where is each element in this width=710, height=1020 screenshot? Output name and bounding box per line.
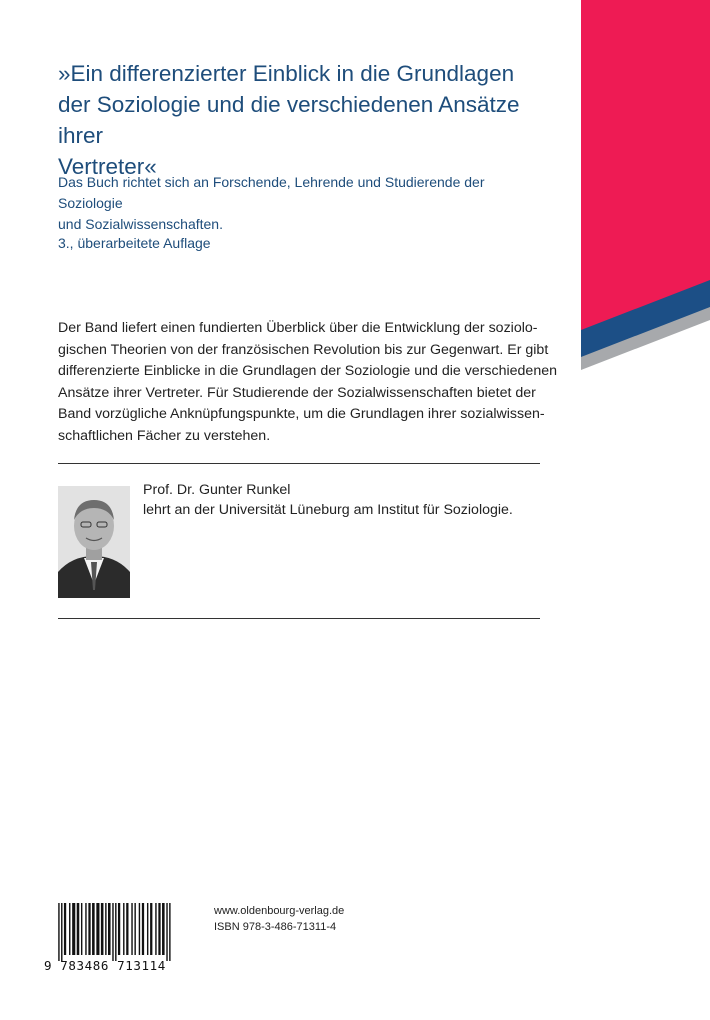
author-name: Prof. Dr. Gunter Runkel (143, 482, 291, 498)
description-line: differenzierte Einblicke in die Grundlagen der Soziologie und die verschiedenen (58, 363, 557, 379)
barcode-bar (112, 903, 113, 961)
barcode-bar (58, 903, 59, 961)
tagline-quote (58, 58, 558, 182)
barcode-bar (126, 903, 128, 955)
edition-label: 3., überarbeitete Auflage (58, 235, 211, 251)
barcode-bar (64, 903, 66, 955)
publisher-website: www.oldenbourg-verlag.de (214, 905, 345, 917)
description-line: Ansätze ihrer Vertreter. Für Studierende der Sozialwissenschaften bietet der (58, 384, 536, 401)
barcode-bar (92, 903, 95, 955)
audience-text (58, 172, 548, 235)
audience-line: und Sozialwissenschaften. (58, 216, 223, 232)
barcode-bar (105, 903, 106, 955)
barcode-bar (81, 903, 82, 955)
barcode-bar (118, 903, 120, 955)
divider-top (58, 463, 540, 464)
barcode-bar (88, 903, 90, 955)
barcode-bar (96, 903, 99, 955)
barcode-bar (166, 903, 167, 961)
barcode-bar (162, 903, 165, 955)
barcode-bar (123, 903, 124, 955)
barcode-bar (134, 903, 135, 955)
barcode-bar (69, 903, 70, 955)
description-line: schaftlichen Fächer zu verstehen. (58, 427, 271, 444)
description-line: Der Band liefert einen fundierten Überblick über die Entwicklung der soziolo- (58, 320, 538, 336)
barcode-bar (131, 903, 132, 955)
divider-bottom (58, 618, 540, 619)
red-block (581, 0, 710, 330)
barcode-bar (139, 903, 140, 955)
tagline-line: Vertreter« (58, 154, 157, 179)
isbn-barcode (44, 903, 184, 966)
book-description (58, 318, 558, 447)
author-affiliation: lehrt an der Universität Lüneburg am Institut für Soziologie. (143, 502, 513, 518)
audience-line: Das Buch richtet sich an Forschende, Lehrende und Studierende der Soziologie (58, 174, 485, 211)
description-line: gischen Theorien von der französischen Revolution bis zur Gegenwart. Er gibt (58, 341, 549, 358)
barcode-bar (61, 903, 62, 961)
tagline-line: »Ein differenzierter Einblick in die Grundlagen (58, 61, 515, 86)
barcode-bar (77, 903, 80, 955)
barcode-bar (101, 903, 104, 955)
barcode-bar (155, 903, 156, 955)
barcode-bar (150, 903, 152, 955)
barcode-digits: 9 783486 713114 (44, 958, 166, 973)
barcode-bar (158, 903, 160, 955)
barcode-bar (85, 903, 86, 955)
barcode-bar (72, 903, 75, 955)
barcode-bar (147, 903, 148, 955)
isbn-number: ISBN 978-3-486-71311-4 (214, 921, 337, 933)
tagline-line: der Soziologie und die verschiedenen Ansätze ihrer (58, 92, 520, 148)
barcode-bar (108, 903, 111, 955)
author-portrait (58, 486, 130, 598)
barcode-bar (142, 903, 144, 955)
description-line: Band vorzügliche Anknüpfungspunkte, um die Grundlagen ihrer sozialwissen- (58, 406, 545, 422)
barcode-bar (115, 903, 116, 961)
barcode-bar (169, 903, 170, 961)
